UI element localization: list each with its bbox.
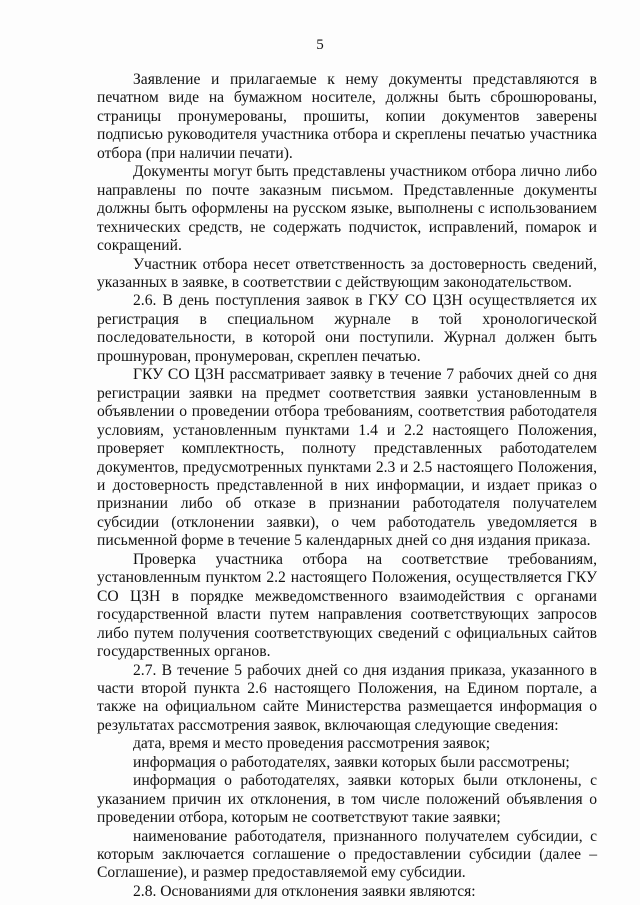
paragraph-2-8-grounds: 2.8. Основаниями для отклонения заявки являются: [133,882,476,900]
paragraph-verification: Проверка участника отбора на соответствие требованиям, установленным пунктом 2.2 настоящего Положения, осуществляется ГКУ СО ЦЗН в порядке межведомственного взаимодействия с органами государственной власти путем направления соответствующих запросов либо путем получения соответствующих сведений с официальных сайтов государственных органов. [97,550,597,661]
page-number: 5 [316,37,324,53]
paragraph-application-format: Заявление и прилагаемые к нему документы представляются в печатном виде на бумажном носителе, должны быть сброшюрованы, страницы пронумерованы, прошиты, копии документов заверены подписью руководителя участника отбора и скреплены печатью участника отбора (при наличии печати). [97,71,597,162]
list-item-recipient: наименование работодателя, признанного получателем субсидии, с которым заключается соглашение о предоставлении субсидии (далее – Соглашение), и размер предоставляемой ему субсидии. [97,827,597,882]
paragraph-responsibility: Участник отбора несет ответственность за достоверность сведений, указанных в заявке, в соответствии с действующим законодательством. [97,255,597,291]
list-item-reviewed: информация о работодателях, заявки которых были рассмотрены; [133,753,570,771]
paragraph-submission-method: Документы могут быть представлены участником отбора лично либо направлены по почте заказным письмом. Представленные документы должны быть оформлены на русском языке, выполнены с использованием технических средств, не содержать подчисток, исправлений, помарок и сокращений. [97,163,597,255]
list-item-date-time: дата, время и место проведения рассмотрения заявок; [133,735,491,753]
list-item-rejected: информация о работодателях, заявки которых были отклонены, с указанием причин их отклонения, в том числе положений объявления о проведении отбора, которым не соответствуют такие заявки; [97,772,597,827]
document-body [97,71,597,901]
paragraph-2-7-publication: 2.7. В течение 5 рабочих дней со дня издания приказа, указанного в части второй пункта 2.6 настоящего Положения, на Едином портале, а также на официальном сайте Министерства размещается информация о результатах рассмотрения заявок, включающая следующие сведения: [97,661,597,734]
paragraph-review-process: ГКУ СО ЦЗН рассматривает заявку в течение 7 рабочих дней со дня регистрации заявки на предмет соответствия заявки установленным в объявлении о проведении отбора требованиям, соответствия работодателя условиям, установленным пунктами 1.4 и 2.2 настоящего Положения, проверяет комплектность, полноту представленных работодателем документов, предусмотренных пунктами 2.3 и 2.5 настоящего Положения, и достоверность представленной в них информации, и издает приказ о признании либо об отказе в признании работодателя получателем субсидии (отклонении заявки), о чем работодатель уведомляется в письменной форме в течение 5 календарных дней со дня издания приказа. [97,366,597,550]
paragraph-2-6-registration: 2.6. В день поступления заявок в ГКУ СО ЦЗН осуществляется их регистрация в специальном журнале в той хронологической последовательности, в которой они поступили. Журнал должен быть прошнурован, пронумерован, скреплен печатью. [97,292,597,365]
